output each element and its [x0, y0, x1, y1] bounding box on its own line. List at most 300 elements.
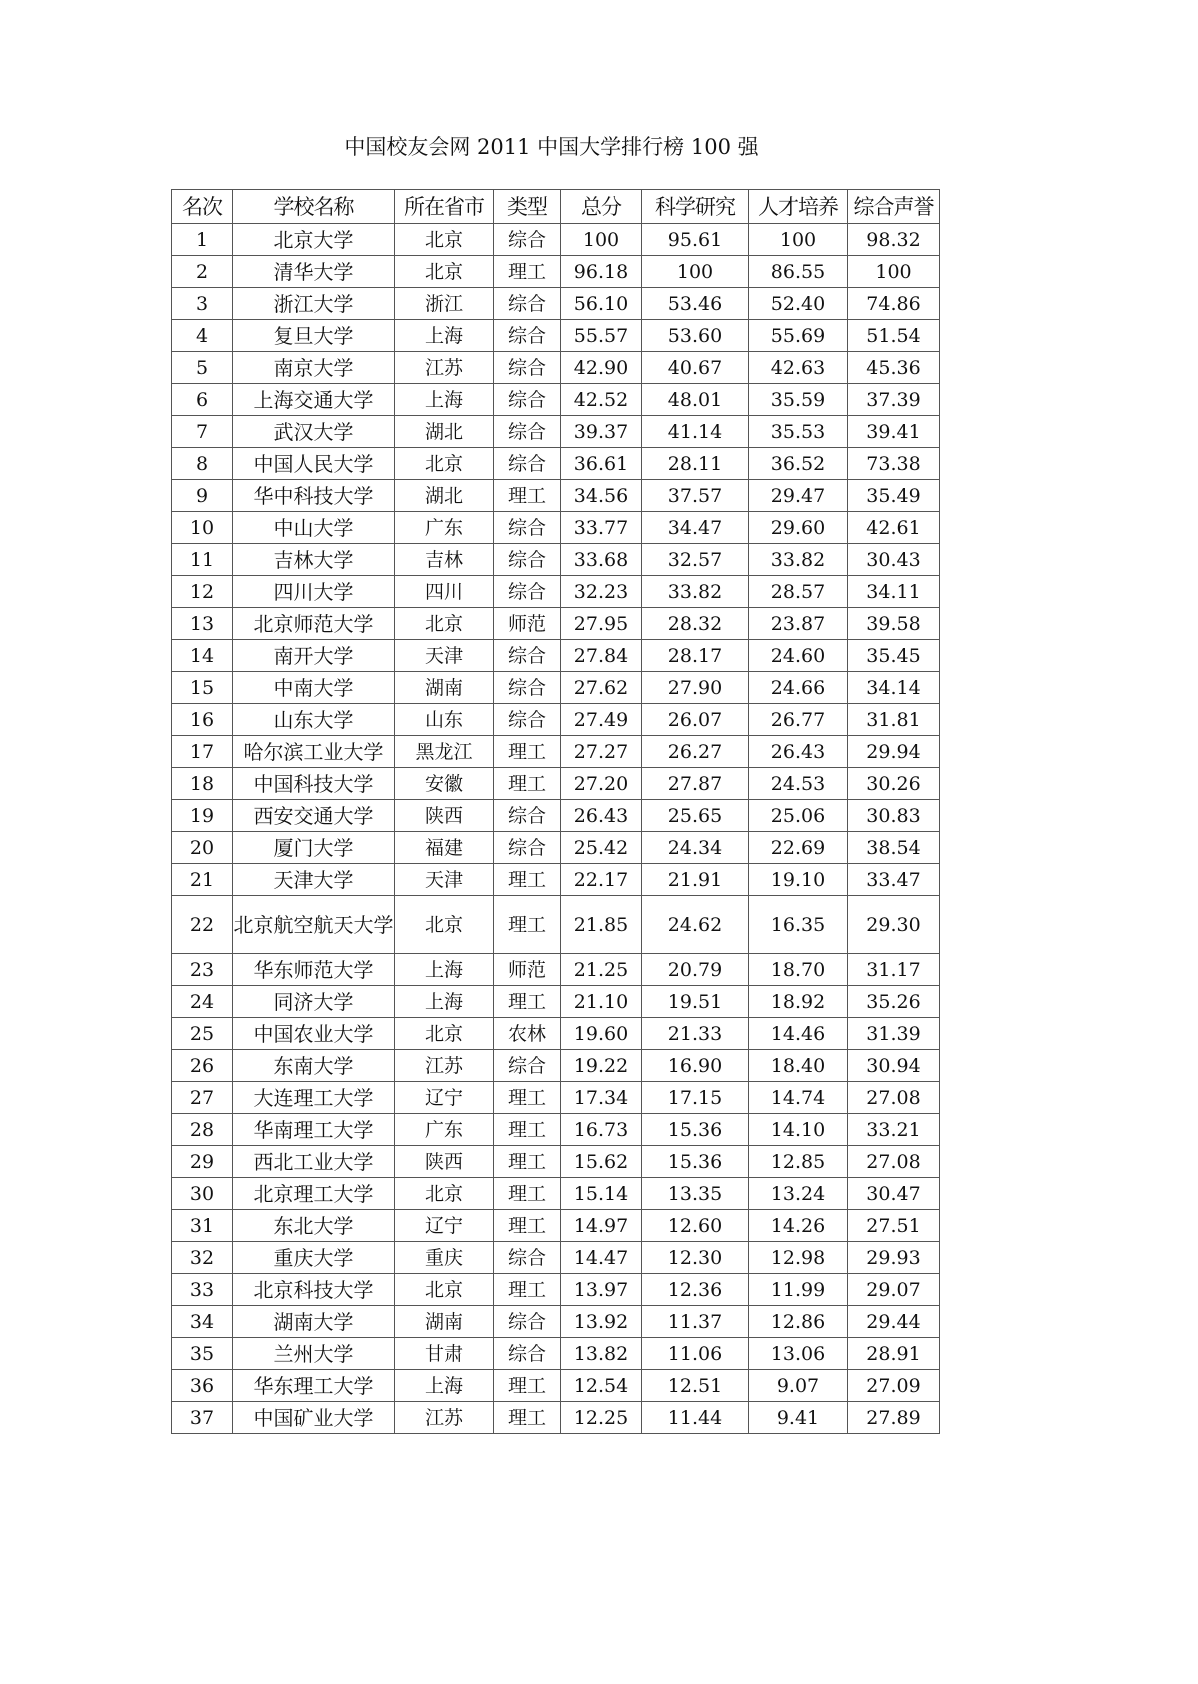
header-school-name: 学校名称	[233, 190, 395, 224]
province-cell: 湖北	[395, 480, 494, 512]
total-score-cell: 27.49	[561, 704, 642, 736]
table-row	[172, 608, 940, 640]
reputation-cell: 27.08	[848, 1082, 940, 1114]
province-cell: 黑龙江	[395, 736, 494, 768]
total-score-cell: 39.37	[561, 416, 642, 448]
rank-cell: 30	[172, 1178, 233, 1210]
talent-cultivation-cell: 35.59	[749, 384, 848, 416]
talent-cultivation-cell: 86.55	[749, 256, 848, 288]
type-cell: 综合	[494, 352, 561, 384]
type-cell: 理工	[494, 986, 561, 1018]
research-cell: 100	[642, 256, 749, 288]
research-cell: 27.90	[642, 672, 749, 704]
research-cell: 11.44	[642, 1402, 749, 1434]
type-cell: 理工	[494, 1082, 561, 1114]
talent-cultivation-cell: 16.35	[749, 896, 848, 954]
research-cell: 48.01	[642, 384, 749, 416]
total-score-cell: 34.56	[561, 480, 642, 512]
talent-cultivation-cell: 14.26	[749, 1210, 848, 1242]
reputation-cell: 39.41	[848, 416, 940, 448]
reputation-cell: 33.21	[848, 1114, 940, 1146]
province-cell: 陕西	[395, 1146, 494, 1178]
type-cell: 综合	[494, 448, 561, 480]
research-cell: 53.46	[642, 288, 749, 320]
province-cell: 重庆	[395, 1242, 494, 1274]
school-name-cell: 华南理工大学	[233, 1114, 395, 1146]
talent-cultivation-cell: 13.24	[749, 1178, 848, 1210]
rank-cell: 16	[172, 704, 233, 736]
table-row	[172, 986, 940, 1018]
talent-cultivation-cell: 19.10	[749, 864, 848, 896]
total-score-cell: 32.23	[561, 576, 642, 608]
table-row	[172, 1402, 940, 1434]
province-cell: 山东	[395, 704, 494, 736]
total-score-cell: 27.62	[561, 672, 642, 704]
table-row	[172, 512, 940, 544]
reputation-cell: 39.58	[848, 608, 940, 640]
total-score-cell: 21.85	[561, 896, 642, 954]
school-name-cell: 华东理工大学	[233, 1370, 395, 1402]
type-cell: 理工	[494, 896, 561, 954]
type-cell: 综合	[494, 800, 561, 832]
total-score-cell: 33.77	[561, 512, 642, 544]
province-cell: 浙江	[395, 288, 494, 320]
talent-cultivation-cell: 35.53	[749, 416, 848, 448]
table-row	[172, 768, 940, 800]
type-cell: 综合	[494, 544, 561, 576]
table-row	[172, 1338, 940, 1370]
rank-cell: 2	[172, 256, 233, 288]
total-score-cell: 42.52	[561, 384, 642, 416]
reputation-cell: 34.11	[848, 576, 940, 608]
school-name-cell: 湖南大学	[233, 1306, 395, 1338]
table-row	[172, 1114, 940, 1146]
reputation-cell: 51.54	[848, 320, 940, 352]
table-row	[172, 448, 940, 480]
talent-cultivation-cell: 26.43	[749, 736, 848, 768]
research-cell: 24.62	[642, 896, 749, 954]
header-province: 所在省市	[395, 190, 494, 224]
reputation-cell: 30.94	[848, 1050, 940, 1082]
talent-cultivation-cell: 18.70	[749, 954, 848, 986]
table-row	[172, 320, 940, 352]
research-cell: 53.60	[642, 320, 749, 352]
total-score-cell: 16.73	[561, 1114, 642, 1146]
table-row	[172, 576, 940, 608]
reputation-cell: 29.93	[848, 1242, 940, 1274]
talent-cultivation-cell: 22.69	[749, 832, 848, 864]
type-cell: 综合	[494, 416, 561, 448]
header-type: 类型	[494, 190, 561, 224]
province-cell: 上海	[395, 384, 494, 416]
school-name-cell: 兰州大学	[233, 1338, 395, 1370]
talent-cultivation-cell: 13.06	[749, 1338, 848, 1370]
province-cell: 四川	[395, 576, 494, 608]
total-score-cell: 21.10	[561, 986, 642, 1018]
province-cell: 北京	[395, 256, 494, 288]
province-cell: 天津	[395, 864, 494, 896]
table-row	[172, 1210, 940, 1242]
total-score-cell: 100	[561, 224, 642, 256]
school-name-cell: 西安交通大学	[233, 800, 395, 832]
total-score-cell: 42.90	[561, 352, 642, 384]
school-name-cell: 北京航空航天大学	[233, 896, 395, 954]
talent-cultivation-cell: 52.40	[749, 288, 848, 320]
talent-cultivation-cell: 11.99	[749, 1274, 848, 1306]
talent-cultivation-cell: 33.82	[749, 544, 848, 576]
talent-cultivation-cell: 12.98	[749, 1242, 848, 1274]
rank-cell: 7	[172, 416, 233, 448]
research-cell: 40.67	[642, 352, 749, 384]
province-cell: 上海	[395, 986, 494, 1018]
talent-cultivation-cell: 55.69	[749, 320, 848, 352]
school-name-cell: 东北大学	[233, 1210, 395, 1242]
talent-cultivation-cell: 28.57	[749, 576, 848, 608]
header-total-score: 总分	[561, 190, 642, 224]
province-cell: 甘肃	[395, 1338, 494, 1370]
school-name-cell: 华东师范大学	[233, 954, 395, 986]
reputation-cell: 30.83	[848, 800, 940, 832]
total-score-cell: 13.97	[561, 1274, 642, 1306]
page-title: 中国校友会网 2011 中国大学排行榜 100 强	[344, 135, 759, 159]
reputation-cell: 35.45	[848, 640, 940, 672]
talent-cultivation-cell: 26.77	[749, 704, 848, 736]
research-cell: 12.30	[642, 1242, 749, 1274]
province-cell: 北京	[395, 1018, 494, 1050]
table-row	[172, 416, 940, 448]
school-name-cell: 北京理工大学	[233, 1178, 395, 1210]
province-cell: 安徽	[395, 768, 494, 800]
province-cell: 陕西	[395, 800, 494, 832]
reputation-cell: 31.39	[848, 1018, 940, 1050]
total-score-cell: 26.43	[561, 800, 642, 832]
school-name-cell: 同济大学	[233, 986, 395, 1018]
talent-cultivation-cell: 29.47	[749, 480, 848, 512]
talent-cultivation-cell: 29.60	[749, 512, 848, 544]
research-cell: 19.51	[642, 986, 749, 1018]
type-cell: 理工	[494, 1178, 561, 1210]
type-cell: 理工	[494, 1210, 561, 1242]
rank-cell: 32	[172, 1242, 233, 1274]
reputation-cell: 27.89	[848, 1402, 940, 1434]
rank-cell: 15	[172, 672, 233, 704]
province-cell: 北京	[395, 608, 494, 640]
rank-cell: 17	[172, 736, 233, 768]
total-score-cell: 33.68	[561, 544, 642, 576]
school-name-cell: 南开大学	[233, 640, 395, 672]
rank-cell: 6	[172, 384, 233, 416]
province-cell: 上海	[395, 1370, 494, 1402]
research-cell: 28.17	[642, 640, 749, 672]
reputation-cell: 29.44	[848, 1306, 940, 1338]
type-cell: 理工	[494, 736, 561, 768]
header-research: 科学研究	[642, 190, 749, 224]
total-score-cell: 12.54	[561, 1370, 642, 1402]
total-score-cell: 96.18	[561, 256, 642, 288]
reputation-cell: 29.30	[848, 896, 940, 954]
total-score-cell: 36.61	[561, 448, 642, 480]
type-cell: 综合	[494, 224, 561, 256]
type-cell: 综合	[494, 1050, 561, 1082]
research-cell: 95.61	[642, 224, 749, 256]
school-name-cell: 大连理工大学	[233, 1082, 395, 1114]
school-name-cell: 中国矿业大学	[233, 1402, 395, 1434]
table-row	[172, 800, 940, 832]
table-row	[172, 896, 940, 954]
table-row	[172, 1178, 940, 1210]
rank-cell: 28	[172, 1114, 233, 1146]
province-cell: 湖南	[395, 1306, 494, 1338]
rank-cell: 21	[172, 864, 233, 896]
header-talent-cultivation: 人才培养	[749, 190, 848, 224]
rank-cell: 23	[172, 954, 233, 986]
table-row	[172, 736, 940, 768]
total-score-cell: 27.84	[561, 640, 642, 672]
type-cell: 理工	[494, 1370, 561, 1402]
reputation-cell: 38.54	[848, 832, 940, 864]
table-row	[172, 224, 940, 256]
rank-cell: 29	[172, 1146, 233, 1178]
province-cell: 江苏	[395, 1050, 494, 1082]
talent-cultivation-cell: 24.53	[749, 768, 848, 800]
school-name-cell: 中国农业大学	[233, 1018, 395, 1050]
school-name-cell: 浙江大学	[233, 288, 395, 320]
table-row	[172, 544, 940, 576]
type-cell: 理工	[494, 768, 561, 800]
type-cell: 理工	[494, 1402, 561, 1434]
reputation-cell: 73.38	[848, 448, 940, 480]
province-cell: 北京	[395, 1178, 494, 1210]
rank-cell: 19	[172, 800, 233, 832]
research-cell: 11.06	[642, 1338, 749, 1370]
type-cell: 综合	[494, 704, 561, 736]
table-row	[172, 288, 940, 320]
rank-cell: 22	[172, 896, 233, 954]
province-cell: 天津	[395, 640, 494, 672]
talent-cultivation-cell: 24.66	[749, 672, 848, 704]
total-score-cell: 19.60	[561, 1018, 642, 1050]
reputation-cell: 74.86	[848, 288, 940, 320]
rank-cell: 27	[172, 1082, 233, 1114]
rank-cell: 34	[172, 1306, 233, 1338]
province-cell: 辽宁	[395, 1210, 494, 1242]
research-cell: 12.60	[642, 1210, 749, 1242]
talent-cultivation-cell: 14.74	[749, 1082, 848, 1114]
rank-cell: 26	[172, 1050, 233, 1082]
province-cell: 湖南	[395, 672, 494, 704]
province-cell: 广东	[395, 512, 494, 544]
type-cell: 综合	[494, 576, 561, 608]
talent-cultivation-cell: 36.52	[749, 448, 848, 480]
research-cell: 28.11	[642, 448, 749, 480]
ranking-table	[171, 189, 940, 1434]
talent-cultivation-cell: 100	[749, 224, 848, 256]
reputation-cell: 100	[848, 256, 940, 288]
school-name-cell: 东南大学	[233, 1050, 395, 1082]
research-cell: 21.33	[642, 1018, 749, 1050]
talent-cultivation-cell: 14.46	[749, 1018, 848, 1050]
table-row	[172, 1274, 940, 1306]
school-name-cell: 复旦大学	[233, 320, 395, 352]
rank-cell: 11	[172, 544, 233, 576]
rank-cell: 35	[172, 1338, 233, 1370]
reputation-cell: 29.07	[848, 1274, 940, 1306]
total-score-cell: 22.17	[561, 864, 642, 896]
research-cell: 16.90	[642, 1050, 749, 1082]
table-row	[172, 1370, 940, 1402]
school-name-cell: 重庆大学	[233, 1242, 395, 1274]
research-cell: 26.27	[642, 736, 749, 768]
type-cell: 综合	[494, 1242, 561, 1274]
total-score-cell: 56.10	[561, 288, 642, 320]
school-name-cell: 山东大学	[233, 704, 395, 736]
research-cell: 15.36	[642, 1146, 749, 1178]
research-cell: 32.57	[642, 544, 749, 576]
type-cell: 综合	[494, 1338, 561, 1370]
reputation-cell: 42.61	[848, 512, 940, 544]
research-cell: 41.14	[642, 416, 749, 448]
school-name-cell: 北京师范大学	[233, 608, 395, 640]
province-cell: 北京	[395, 448, 494, 480]
reputation-cell: 28.91	[848, 1338, 940, 1370]
rank-cell: 31	[172, 1210, 233, 1242]
reputation-cell: 27.09	[848, 1370, 940, 1402]
school-name-cell: 中山大学	[233, 512, 395, 544]
talent-cultivation-cell: 14.10	[749, 1114, 848, 1146]
rank-cell: 33	[172, 1274, 233, 1306]
province-cell: 广东	[395, 1114, 494, 1146]
research-cell: 11.37	[642, 1306, 749, 1338]
school-name-cell: 中南大学	[233, 672, 395, 704]
table-row	[172, 1050, 940, 1082]
type-cell: 师范	[494, 954, 561, 986]
type-cell: 理工	[494, 1114, 561, 1146]
rank-cell: 1	[172, 224, 233, 256]
school-name-cell: 中国人民大学	[233, 448, 395, 480]
reputation-cell: 27.08	[848, 1146, 940, 1178]
header-rank: 名次	[172, 190, 233, 224]
total-score-cell: 21.25	[561, 954, 642, 986]
province-cell: 上海	[395, 954, 494, 986]
table-row	[172, 1242, 940, 1274]
type-cell: 综合	[494, 320, 561, 352]
total-score-cell: 13.92	[561, 1306, 642, 1338]
table-row	[172, 1146, 940, 1178]
province-cell: 吉林	[395, 544, 494, 576]
rank-cell: 10	[172, 512, 233, 544]
table-row	[172, 672, 940, 704]
table-row	[172, 352, 940, 384]
province-cell: 江苏	[395, 352, 494, 384]
province-cell: 上海	[395, 320, 494, 352]
province-cell: 辽宁	[395, 1082, 494, 1114]
talent-cultivation-cell: 25.06	[749, 800, 848, 832]
rank-cell: 3	[172, 288, 233, 320]
research-cell: 13.35	[642, 1178, 749, 1210]
reputation-cell: 35.26	[848, 986, 940, 1018]
table-row	[172, 1306, 940, 1338]
total-score-cell: 14.47	[561, 1242, 642, 1274]
table-row	[172, 1082, 940, 1114]
talent-cultivation-cell: 12.86	[749, 1306, 848, 1338]
school-name-cell: 上海交通大学	[233, 384, 395, 416]
talent-cultivation-cell: 18.40	[749, 1050, 848, 1082]
talent-cultivation-cell: 18.92	[749, 986, 848, 1018]
table-row	[172, 256, 940, 288]
school-name-cell: 中国科技大学	[233, 768, 395, 800]
total-score-cell: 12.25	[561, 1402, 642, 1434]
total-score-cell: 13.82	[561, 1338, 642, 1370]
school-name-cell: 哈尔滨工业大学	[233, 736, 395, 768]
total-score-cell: 14.97	[561, 1210, 642, 1242]
type-cell: 理工	[494, 256, 561, 288]
reputation-cell: 30.26	[848, 768, 940, 800]
reputation-cell: 33.47	[848, 864, 940, 896]
table-row	[172, 704, 940, 736]
research-cell: 27.87	[642, 768, 749, 800]
type-cell: 综合	[494, 512, 561, 544]
talent-cultivation-cell: 12.85	[749, 1146, 848, 1178]
total-score-cell: 25.42	[561, 832, 642, 864]
school-name-cell: 吉林大学	[233, 544, 395, 576]
talent-cultivation-cell: 9.41	[749, 1402, 848, 1434]
total-score-cell: 27.95	[561, 608, 642, 640]
reputation-cell: 34.14	[848, 672, 940, 704]
province-cell: 福建	[395, 832, 494, 864]
type-cell: 理工	[494, 864, 561, 896]
research-cell: 15.36	[642, 1114, 749, 1146]
rank-cell: 12	[172, 576, 233, 608]
total-score-cell: 15.62	[561, 1146, 642, 1178]
total-score-cell: 27.20	[561, 768, 642, 800]
table-row	[172, 1018, 940, 1050]
rank-cell: 36	[172, 1370, 233, 1402]
school-name-cell: 四川大学	[233, 576, 395, 608]
research-cell: 17.15	[642, 1082, 749, 1114]
rank-cell: 14	[172, 640, 233, 672]
school-name-cell: 清华大学	[233, 256, 395, 288]
type-cell: 综合	[494, 640, 561, 672]
school-name-cell: 北京科技大学	[233, 1274, 395, 1306]
rank-cell: 9	[172, 480, 233, 512]
total-score-cell: 55.57	[561, 320, 642, 352]
talent-cultivation-cell: 9.07	[749, 1370, 848, 1402]
research-cell: 25.65	[642, 800, 749, 832]
research-cell: 28.32	[642, 608, 749, 640]
research-cell: 12.36	[642, 1274, 749, 1306]
talent-cultivation-cell: 42.63	[749, 352, 848, 384]
reputation-cell: 35.49	[848, 480, 940, 512]
rank-cell: 18	[172, 768, 233, 800]
province-cell: 北京	[395, 896, 494, 954]
school-name-cell: 武汉大学	[233, 416, 395, 448]
type-cell: 综合	[494, 832, 561, 864]
rank-cell: 4	[172, 320, 233, 352]
table-row	[172, 480, 940, 512]
talent-cultivation-cell: 23.87	[749, 608, 848, 640]
talent-cultivation-cell: 24.60	[749, 640, 848, 672]
research-cell: 37.57	[642, 480, 749, 512]
reputation-cell: 27.51	[848, 1210, 940, 1242]
rank-cell: 25	[172, 1018, 233, 1050]
total-score-cell: 19.22	[561, 1050, 642, 1082]
rank-cell: 20	[172, 832, 233, 864]
rank-cell: 24	[172, 986, 233, 1018]
type-cell: 综合	[494, 1306, 561, 1338]
reputation-cell: 29.94	[848, 736, 940, 768]
total-score-cell: 17.34	[561, 1082, 642, 1114]
total-score-cell: 15.14	[561, 1178, 642, 1210]
